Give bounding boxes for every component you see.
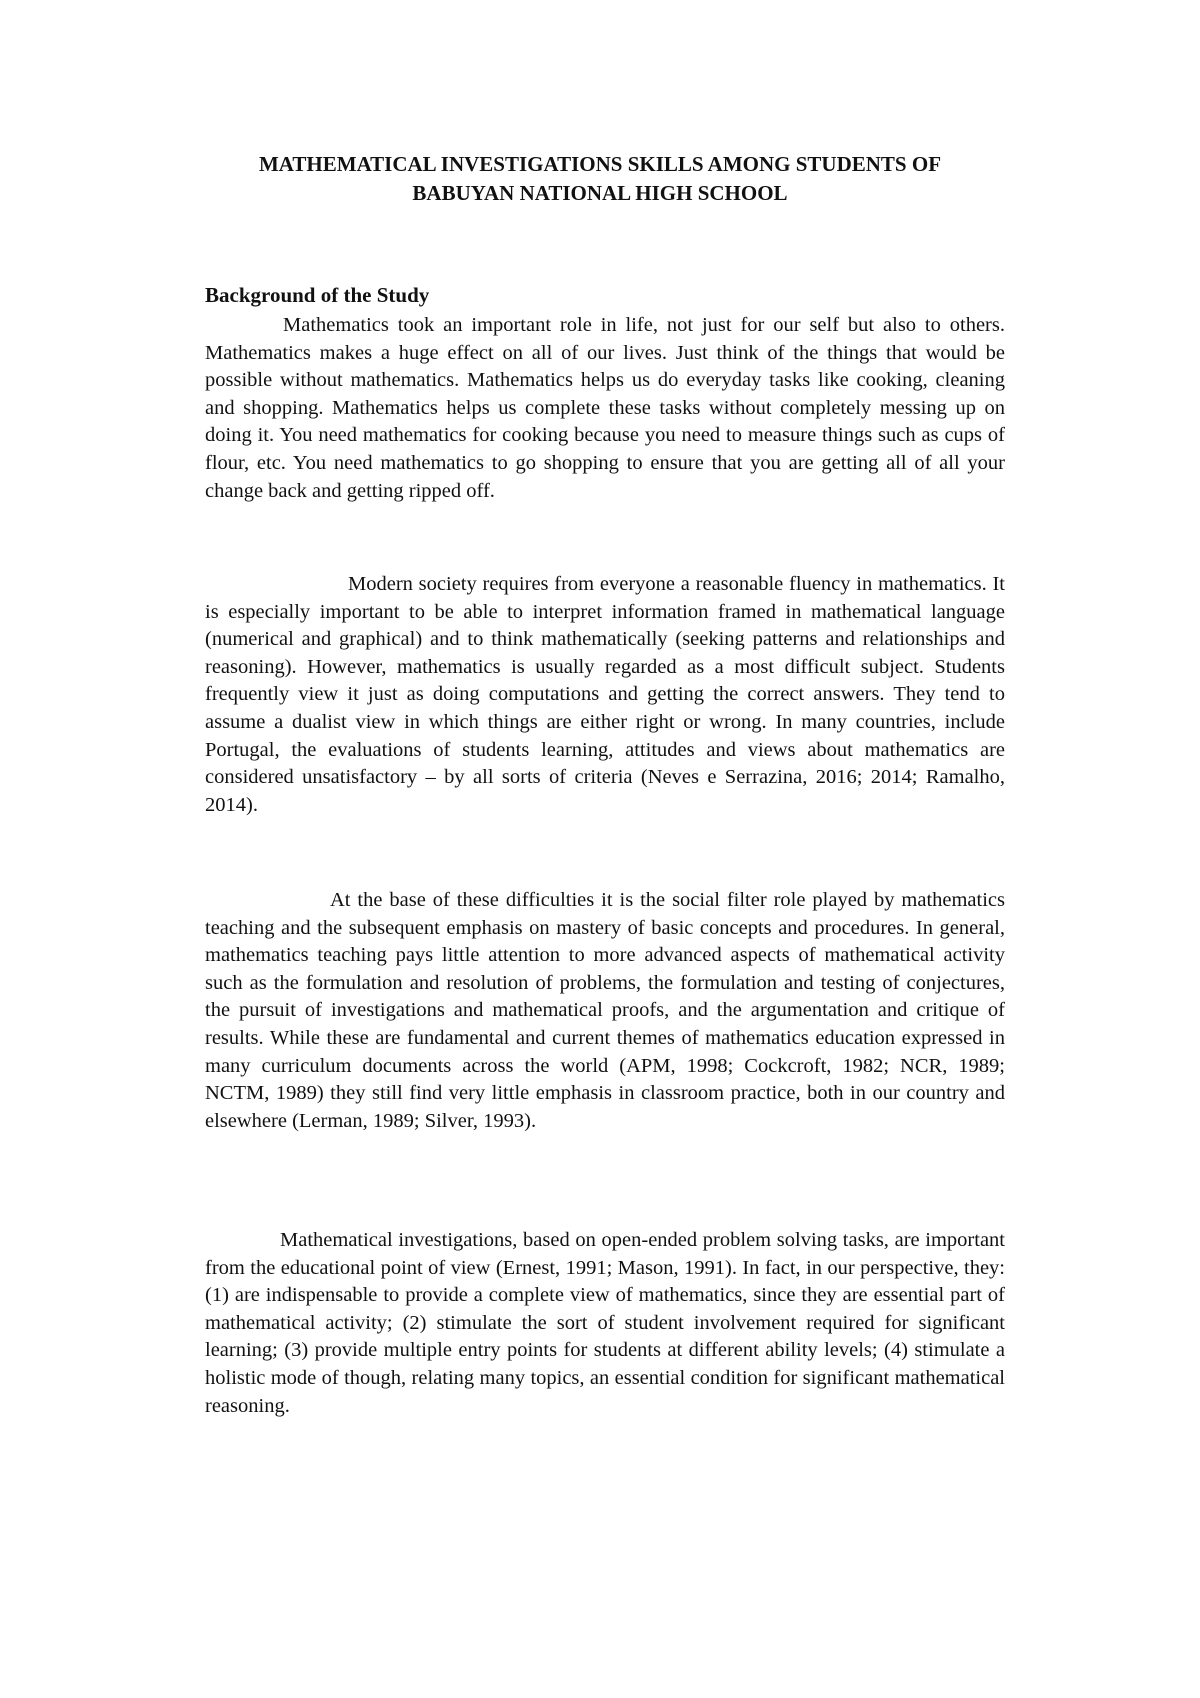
paragraph-1: Mathematics took an important role in life, not just for our self but also to others. Mathematics makes a huge effect on all of our lives. Just think of the things that would be possible without mathematics. Mathematics helps us do everyday tasks like cooking, cleaning and shopping. Mathematics helps us complete these tasks without completely messing up on doing it. You need mathematics for cooking because you need to measure things such as cups of flour, etc. You need mathematics to go shopping to ensure that you are getting all of all your change back and getting ripped off. <box>205 314 1005 502</box>
title-line-2: BABUYAN NATIONAL HIGH SCHOOL <box>412 181 788 205</box>
title-line-1: MATHEMATICAL INVESTIGATIONS SKILLS AMONG STUDENTS OF <box>258 152 942 176</box>
paragraph-4: Mathematical investigations, based on open-ended problem solving tasks, are important from the educational point of view (Ernest, 1991; Mason, 1991). In fact, in our perspective, they: (1) are indispensable to provide a complete view of mathematics, since they are essential part of mathematical activity; (2) stimulate the sort of student involvement required for significant learning; (3) provide multiple entry points for students at different ability levels; (4) stimulate a holistic mode of though, relating many topics, an essential condition for significant mathematical reasoning. <box>205 1229 1005 1417</box>
section-heading: Background of the Study <box>205 283 430 307</box>
paragraph-2: Modern society requires from everyone a reasonable fluency in mathematics. It is especially important to be able to interpret information framed in mathematical language (numerical and graphical) and to think mathematically (seeking patterns and relationships and reasoning). However, mathematics is usually regarded as a most difficult subject. Students frequently view it just as doing computations and getting the correct answers. They tend to assume a dualist view in which things are either right or wrong. In many countries, include Portugal, the evaluations of students learning, attitudes and views about mathematics are considered unsatisfactory – by all sorts of criteria (Neves e Serrazina, 2016; 2014; Ramalho, 2014). <box>205 573 1005 816</box>
document-title <box>180 150 1020 208</box>
paragraph-3: At the base of these difficulties it is the social filter role played by mathematics teaching and the subsequent emphasis on mastery of basic concepts and procedures. In general, mathematics teaching pays little attention to more advanced aspects of mathematical activity such as the formulation and resolution of problems, the formulation and testing of conjectures, the pursuit of investigations and mathematical proofs, and the argumentation and critique of results. While these are fundamental and current themes of mathematics education expressed in many curriculum documents across the world (APM, 1998; Cockcroft, 1982; NCR, 1989; NCTM, 1989) they still find very little emphasis in classroom practice, both in our country and elsewhere (Lerman, 1989; Silver, 1993). <box>205 889 1005 1132</box>
